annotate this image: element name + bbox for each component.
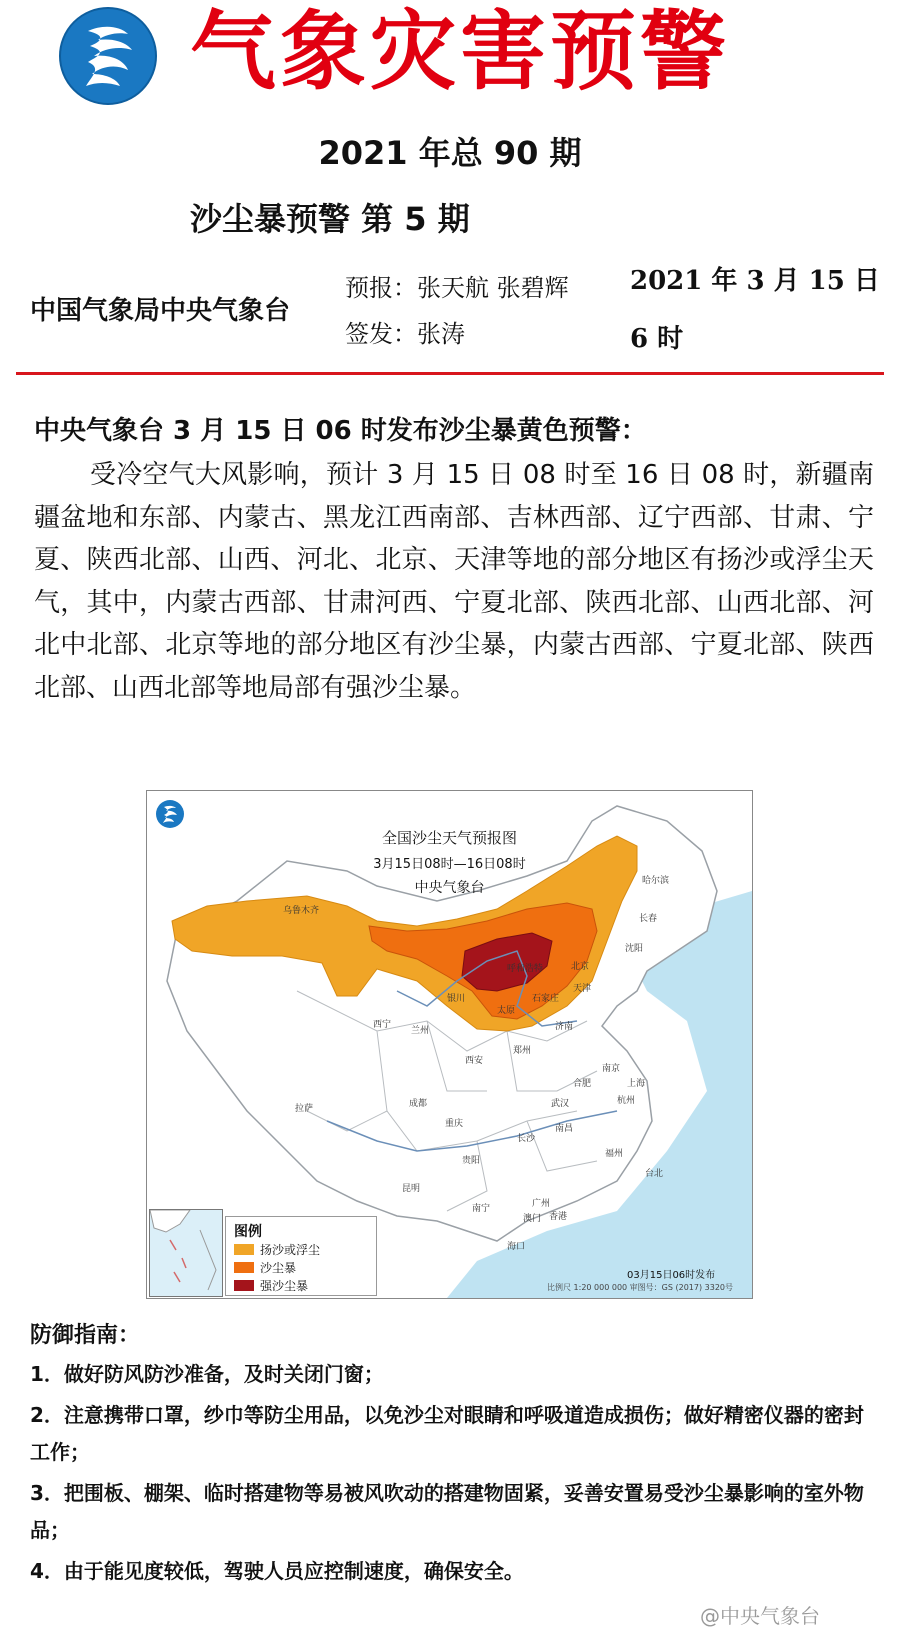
city-label: 西宁 [373,1020,392,1030]
city-label: 武汉 [551,1099,570,1109]
city-label: 长沙 [517,1134,536,1144]
south-china-sea-inset [149,1209,223,1297]
city-label: 杭州 [617,1096,636,1106]
city-label: 重庆 [445,1119,464,1129]
map-time-range: 3月15日08时—16日08时 [373,857,526,872]
city-label: 海口 [507,1242,526,1252]
city-label: 乌鲁木齐 [283,906,320,916]
page-title: 气象灾害预警 [190,1,730,102]
city-label: 上海 [627,1079,646,1089]
dust-forecast-map [146,790,753,1299]
city-label: 贵阳 [462,1156,481,1166]
city-label: 合肥 [573,1079,592,1089]
city-label: 福州 [605,1149,624,1159]
city-label: 西安 [465,1056,484,1066]
map-title: 全国沙尘天气预报图 [381,829,517,847]
alert-headline: 中央气象台 3 月 15 日 06 时发布沙尘暴黄色预警： [34,416,647,446]
city-label: 沈阳 [625,944,644,954]
guidance-item: 4．由于能见度较低，驾驶人员应控制速度，确保安全。 [30,1559,524,1583]
city-label: 成都 [409,1099,428,1109]
legend-swatch [234,1244,254,1255]
city-label: 拉萨 [295,1104,314,1114]
cma-logo [58,6,158,106]
city-label: 长春 [639,914,658,924]
legend-label: 扬沙或浮尘 [260,1242,321,1257]
map-logo-icon [155,799,185,829]
city-label: 台北 [645,1169,664,1179]
header-divider [16,372,884,375]
weibo-watermark: @中央气象台 [700,1604,820,1628]
legend-item-sandstorm [234,1259,296,1275]
legend-label: 强沙尘暴 [260,1278,309,1293]
city-label: 昆明 [402,1184,421,1194]
forecasters: 预报：张天航 张碧辉 [345,274,569,302]
issuing-agency: 中国气象局中央气象台 [30,296,291,326]
city-label: 天津 [573,984,592,994]
guidance-item: 3．把围板、棚架、临时搭建物等易被风吹动的搭建物固紧，妥善安置易受沙尘暴影响的室外物品； [30,1481,864,1542]
city-label: 呼和浩特 [507,964,544,974]
legend-item-floating-dust [234,1241,320,1257]
map-scale-note: 比例尺 1:20 000 000 审图号：GS (2017) 3320号 [547,1283,733,1292]
city-label: 广州 [532,1199,551,1209]
city-label: 南宁 [472,1204,491,1214]
signed-by: 签发：张涛 [345,320,465,348]
guidance-item: 1．做好防风防沙准备，及时关闭门窗； [30,1362,384,1386]
city-label: 香港 [549,1212,568,1222]
city-label: 澳门 [523,1214,542,1224]
city-label: 南京 [602,1064,621,1074]
guidance-item: 2．注意携带口罩，纱巾等防尘用品，以免沙尘对眼睛和呼吸道造成损伤；做好精密仪器的密封工作； [30,1403,864,1464]
guidance-list [30,1356,870,1594]
issue-date: 2021 年 3 月 15 日 6 时 [630,266,880,354]
legend-item-severe-sandstorm [234,1277,308,1293]
legend-title: 图例 [234,1224,262,1240]
map-issue-time: 03月15日06时发布 [627,1270,716,1281]
city-label: 石家庄 [532,994,560,1004]
issue-subtitle: 沙尘暴预警 第 5 期 [190,200,470,238]
legend-swatch [234,1280,254,1291]
legend-label: 沙尘暴 [260,1260,297,1275]
legend-swatch [234,1262,254,1273]
issue-total: 2021 年总 90 期 [318,134,582,172]
city-label: 南昌 [555,1124,574,1134]
guidance-title: 防御指南： [30,1323,141,1348]
map-legend [225,1216,377,1296]
city-label: 哈尔滨 [642,876,670,886]
city-label: 银川 [447,994,466,1004]
city-label: 济南 [555,1022,574,1032]
city-label: 北京 [571,962,590,972]
map-agency: 中央气象台 [414,880,485,896]
city-label: 郑州 [513,1046,532,1056]
alert-paragraph: 受冷空气大风影响，预计 3 月 15 日 08 时至 16 日 08 时，新疆南疆盆地和东部、内蒙古、黑龙江西南部、吉林西部、辽宁西部、甘肃、宁夏、陕西北部、山西、河北、北京、天津等地的部分地区有扬沙或浮尘天气，其中，内蒙古西部、甘肃河西、宁夏北部、陕西北部、山西北部、河北中北部、北京等地的部分地区有沙尘暴，内蒙古西部、宁夏北部、陕西北部、山西北部等地局部有强沙尘暴。 [34,460,874,703]
city-label: 太原 [497,1006,516,1016]
city-label: 兰州 [411,1026,430,1036]
